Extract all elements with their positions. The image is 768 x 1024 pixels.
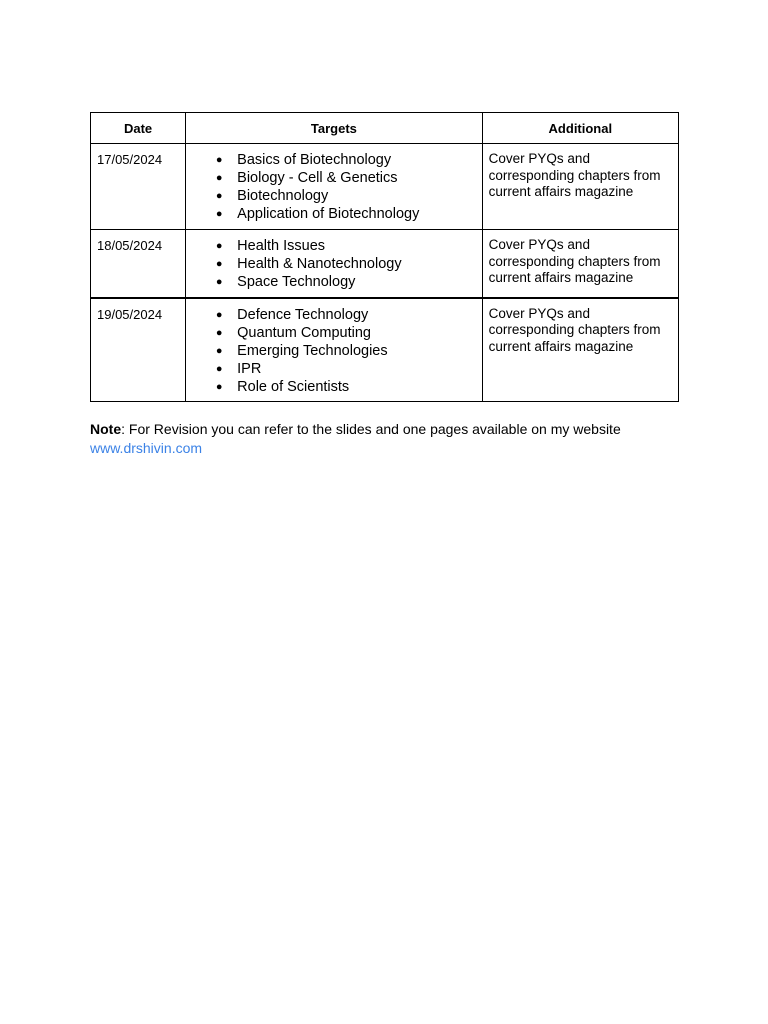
row-date: 19/05/2024 xyxy=(91,298,186,402)
table-row xyxy=(91,230,679,298)
targets-list xyxy=(186,151,478,223)
header-targets: Targets xyxy=(186,113,483,144)
bullet-icon: ● xyxy=(215,326,223,339)
bullet-icon: ● xyxy=(215,190,223,202)
list-item: ● Application of Biotechnology xyxy=(215,206,420,222)
bullet-icon: ● xyxy=(215,362,223,375)
bullet-icon: ● xyxy=(215,208,223,220)
list-item: ● Biotechnology xyxy=(215,188,329,204)
header-date: Date xyxy=(91,113,186,144)
list-item: ● Quantum Computing xyxy=(215,324,371,341)
list-item: ● Emerging Technologies xyxy=(215,342,388,359)
bullet-icon: ● xyxy=(215,276,223,288)
bullet-icon: ● xyxy=(215,380,223,393)
row-additional: Cover PYQs and corresponding chapters from current affairs magazine xyxy=(482,298,678,402)
table-header-row xyxy=(91,113,679,144)
bullet-icon: ● xyxy=(215,240,223,252)
table-row xyxy=(91,298,679,402)
note-text: : For Revision you can refer to the slides and one pages available on my website xyxy=(121,421,621,437)
note-label: Note xyxy=(90,421,122,437)
bullet-icon: ● xyxy=(215,344,223,357)
row-date: 18/05/2024 xyxy=(91,230,186,298)
website-link[interactable]: www.drshivin.com xyxy=(90,440,203,456)
targets-list xyxy=(186,306,478,396)
schedule-table xyxy=(90,112,679,402)
bullet-icon: ● xyxy=(215,154,223,166)
list-item: ● IPR xyxy=(215,360,262,377)
row-targets xyxy=(186,144,483,230)
list-item: ● Role of Scientists xyxy=(215,378,350,395)
row-date: 17/05/2024 xyxy=(91,144,186,230)
list-item: ● Health & Nanotechnology xyxy=(215,256,402,272)
header-additional: Additional xyxy=(482,113,678,144)
bullet-icon: ● xyxy=(215,258,223,270)
list-item: ● Health Issues xyxy=(215,238,326,254)
bullet-icon: ● xyxy=(215,308,223,321)
list-item: ● Basics of Biotechnology xyxy=(215,152,392,168)
row-targets xyxy=(186,230,483,298)
row-targets xyxy=(186,298,483,402)
revision-note xyxy=(90,420,690,458)
list-item: ● Biology - Cell & Genetics xyxy=(215,170,398,186)
row-additional: Cover PYQs and corresponding chapters from current affairs magazine xyxy=(482,230,678,298)
row-additional: Cover PYQs and corresponding chapters from current affairs magazine xyxy=(482,144,678,230)
list-item: ● Space Technology xyxy=(215,274,356,290)
bullet-icon: ● xyxy=(215,172,223,184)
list-item: ● Defence Technology xyxy=(215,306,369,323)
table-row xyxy=(91,144,679,230)
targets-list xyxy=(186,237,478,291)
